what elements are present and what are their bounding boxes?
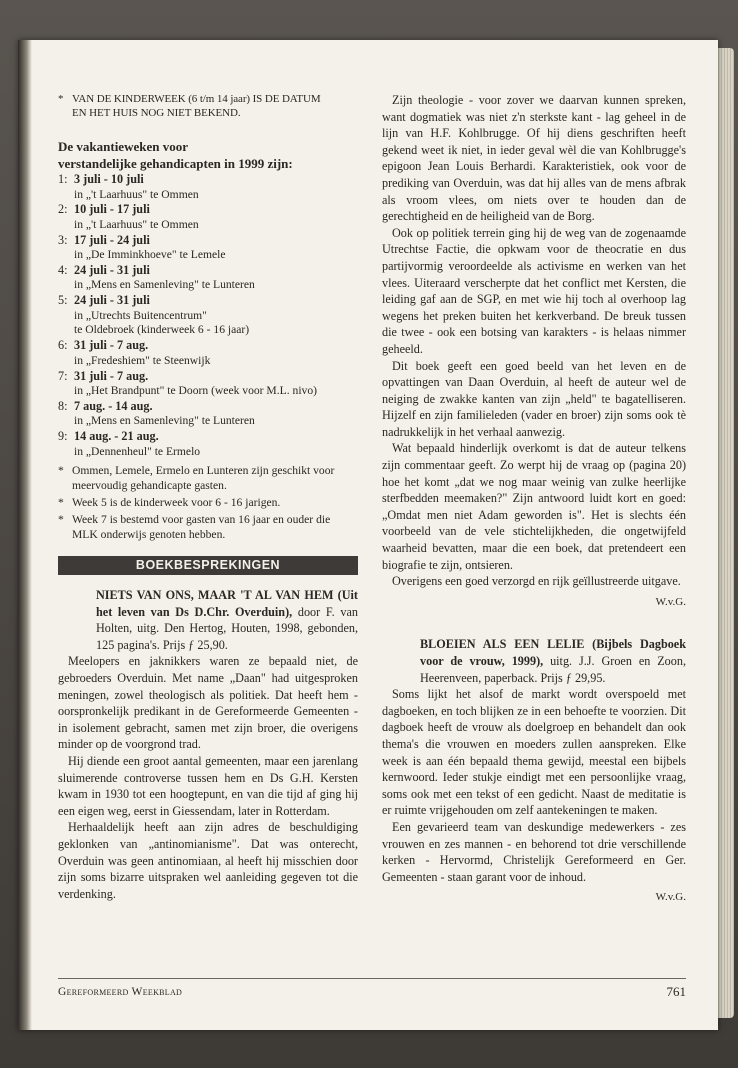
asterisk: * [58,464,64,478]
review-signature: W.v.G. [655,891,686,904]
review-title: NIETS VAN ONS, MAAR 'T AL VAN HEM (Uit het leven van Ds D.Chr. Overduin), [96,588,358,619]
vacation-heading [58,138,358,172]
week-number: 9: [58,429,68,444]
week-row [58,293,358,309]
footnote [58,463,358,493]
paragraph: Dit boek geeft een goed beeld van het leven en de opvattingen van Daan Overduin, al heeft de auteur wel de neiging de zwakke kanten van zijn „held" te bagatelliseren. Hijzelf en zijn familieleden (vader en broer) zijn soms ook tè nadrukkelijk in het verhaal aanwezig. [382,358,686,439]
week-row [58,399,358,415]
week-row [58,369,358,385]
heading-line: verstandelijke gehandicapten in 1999 zijn: [58,156,293,171]
review-header [382,636,686,686]
week-row [58,172,358,188]
paragraph: Soms lijkt het alsof de markt wordt overspoeld met dagboeken, en toch blijken ze in een behoefte te voorzien. Dit dagboek heeft de vrouw als doelgroep en behandelt dan ook thema's die vrouwen en moeders zullen aanspreken. Elke week is aan één bepaald thema gewijd, meestal een bijbels kernwoord. Ieder stukje eindigt met een persoonlijke vraag, soms ook met een tekst of een gedicht. Naast de meditatie is er ruimte vrijgehouden om zelf aantekeningen te maken. [382,687,686,818]
asterisk: * [58,496,64,510]
section-title: BOEKBESPREKINGEN [58,556,358,575]
week-dates: 3 juli - 10 juli [74,172,144,186]
week-dates: 31 juli - 7 aug. [74,368,149,383]
week-dates: 14 aug. - 21 aug. [74,429,159,444]
week-location: in „'t Laarhuus" te Ommen [74,217,199,231]
paragraph: Zijn theologie - voor zover we daarvan kunnen spreken, want dogmatiek was niet z'n sterkste kant - lag geheel in de lijn van H.F. Kohlbrugge. Of hij diens geschriften heeft gekend weet ik niet, in ieder geval wèl die van Kohlbrugge's epigoon Jean Louis Berhardi. Karakteristiek, ook voor de prediking van Overduin, was dat hij alles van de mens afbrak als vroom vlees, om niets over te houden dan de gerechtigheid en de heiligheid van de Borg. [382,93,686,224]
right-column [382,92,686,906]
week-row [58,338,358,354]
page-number: 761 [666,984,686,999]
week-row [58,233,358,249]
week-row [58,263,358,279]
review-body [58,653,358,902]
week-number: 2: [58,202,68,217]
week-dates: 10 juli - 17 juli [74,202,150,217]
week-dates: 24 juli - 31 juli [74,293,150,308]
review-meta: door F. van Holten, uitg. Den Hertog, Houten, 1998, gebonden, 125 pagina's. Prijs ƒ 25,90. [96,604,358,652]
kinderweek-note [58,92,358,120]
asterisk: * [58,93,64,105]
footnote-text: Ommen, Lemele, Ermelo en Lunteren zijn geschikt voor meervoudig gehandicapte gasten. [72,464,335,493]
week-number: 5: [58,293,68,308]
asterisk: * [58,513,64,527]
magazine-page [18,40,718,1030]
footnote [58,512,358,542]
week-dates: 7 aug. - 14 aug. [74,398,153,413]
week-location: in „Dennenheul" te Ermelo [74,444,201,458]
week-number: 8: [58,398,68,413]
note-line: EN HET HUIS NOG NIET BEKEND. [72,107,241,119]
footnote-text: Week 5 is de kinderweek voor 6 - 16 jarigen. [72,496,281,510]
footnote-text: Week 7 is bestemd voor gasten van 16 jaar en ouder die MLK onderwijs genoten hebben. [72,513,331,542]
review-title: BLOEIEN ALS EEN LELIE (Bijbels Dagboek voor de vrouw, 1999), [420,637,686,668]
left-column [58,92,358,902]
review-body [382,686,686,885]
paragraph: Wat bepaald hinderlijk overkomt is dat de auteur telkens zijn commentaar geeft. Zo werpt hij de vraag op (pagina 20) hoe het komt „dat we nog maar weinig van zulke heerlijke sterfbedden meemaken?" Zijn antwoord luidt kort en goed: „Omdat men niet Adam geworden is". Het is slechts één voorbeeld van de vele stichtelijkheden, die ongetwijfeld waarheid bevatten, maar die een boek, dat pretendeert een biografie te zijn, ontsieren. [382,441,686,572]
paragraph: Meelopers en jaknikkers waren ze bepaald niet, de gebroeders Overduin. Met name „Daan" had uitgesproken meningen, zowel theologisch als politiek. Dat heeft hem - oorspronkelijk predikant in de Gereformeerde Gemeenten - in isolement gebracht, samen met zijn broer, die overigens minder op de voorgrond trad. [58,654,358,752]
vacation-week-list [58,172,358,459]
review-meta: uitg. J.J. Groen en Zoon, Heerenveen, paperback. Prijs ƒ 29,95. [420,654,686,685]
heading-line: De vakantieweken voor [58,139,188,154]
week-number: 4: [58,262,68,277]
week-location: in „Mens en Samenleving" te Lunteren [74,414,255,428]
vacation-footnotes [58,463,358,542]
week-location: in „'t Laarhuus" te Ommen [74,187,199,201]
paragraph: Een gevarieerd team van deskundige medewerkers - zes vrouwen en zes mannen - en behorend tot drie verschillende kerken - Hervormd, Christelijk Gereformeerd en Ger. Gemeenten - staan garant voor de inhoud. [382,819,686,884]
week-location: in „Mens en Samenleving" te Lunteren [74,278,255,292]
review-header [58,587,358,653]
week-dates: 31 juli - 7 aug. [74,338,149,353]
week-location: te Oldebroek (kinderweek 6 - 16 jaar) [74,323,250,337]
week-number: 6: [58,338,68,353]
week-number: 3: [58,232,68,247]
page-spine-shadow [18,40,32,1030]
week-row [58,429,358,445]
paragraph: Ook op politiek terrein ging hij de weg van de zogenaamde Utrechtse Factie, die opkwam voor de theocratie en dus partijvormig veroordeelde als activisme en werken van het vlees. Uiteraard verscherpte dat het conflict met Kersten, die leiding gaf aan de SGP, en met wie hij toch al overhoop lag wegens het preken buiten het kerkverband. De breuk tussen die twee - ook een botsing van karakters - is helaas nimmer geheeld. [382,225,686,356]
week-location: in „Fredeshiem" te Steenwijk [74,353,211,367]
week-dates: 17 juli - 24 juli [74,232,150,247]
publication-name: Gereformeerd Weekblad [58,986,183,998]
review-signature: W.v.G. [655,595,686,608]
week-row [58,202,358,218]
paragraph: Herhaaldelijk heeft aan zijn adres de beschuldiging geklonken van „antinomianisme". Dat was onterecht, Overduin was geen antinomiaan, al heeft hij misschien door zijn soms bizarre uitspraken wel aanleiding gegeven tot die verdenking. [58,820,358,901]
note-line: VAN DE KINDERWEEK (6 t/m 14 jaar) IS DE DATUM [72,93,321,105]
footer-divider [58,978,686,979]
week-location: in „Utrechts Buitencentrum" [74,308,207,322]
review-body-continued [382,92,686,590]
week-number: 1: [58,172,68,186]
footnote [58,495,358,510]
paragraph: Overigens een goed verzorgd en rijk geïllustreerde uitgave. [392,574,681,589]
week-location: in „De Imminkhoeve" te Lemele [74,248,226,262]
week-dates: 24 juli - 31 juli [74,262,150,277]
week-number: 7: [58,368,68,383]
week-location: in „Het Brandpunt" te Doorn (week voor M.L. nivo) [74,384,317,398]
paragraph: Hij diende een groot aantal gemeenten, maar een jarenlang sluimerende controverse tussen hem en Ds G.H. Kersten kwam in 1930 tot een hoogtepunt, en van die tijd af ging hij een eigen weg, eerst in Giessendam, later in Rotterdam. [58,754,358,818]
